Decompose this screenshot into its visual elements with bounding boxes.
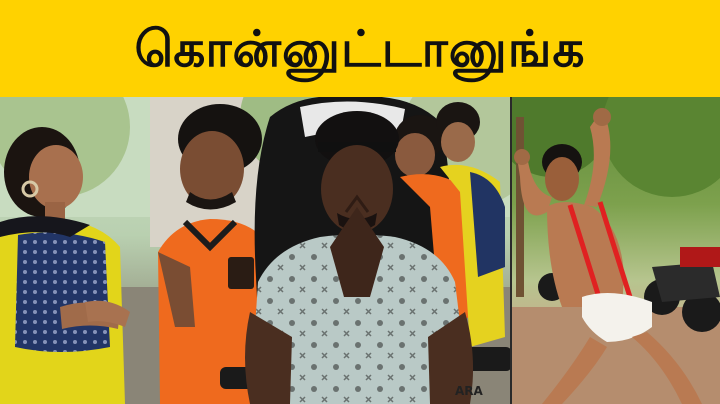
tree-trunk (516, 117, 524, 297)
shirt-badge (228, 257, 254, 289)
left-photo-panel (0, 97, 512, 404)
title-text: கொன்னுட்டானுங்க (134, 19, 586, 78)
title-banner (0, 0, 720, 97)
scene (0, 97, 720, 404)
tree-foliage (602, 97, 720, 197)
watermark-text: ARA (455, 384, 483, 398)
left-photo-illustration (0, 97, 512, 404)
right-photo-illustration (512, 97, 720, 404)
right-photo-panel (512, 97, 720, 404)
